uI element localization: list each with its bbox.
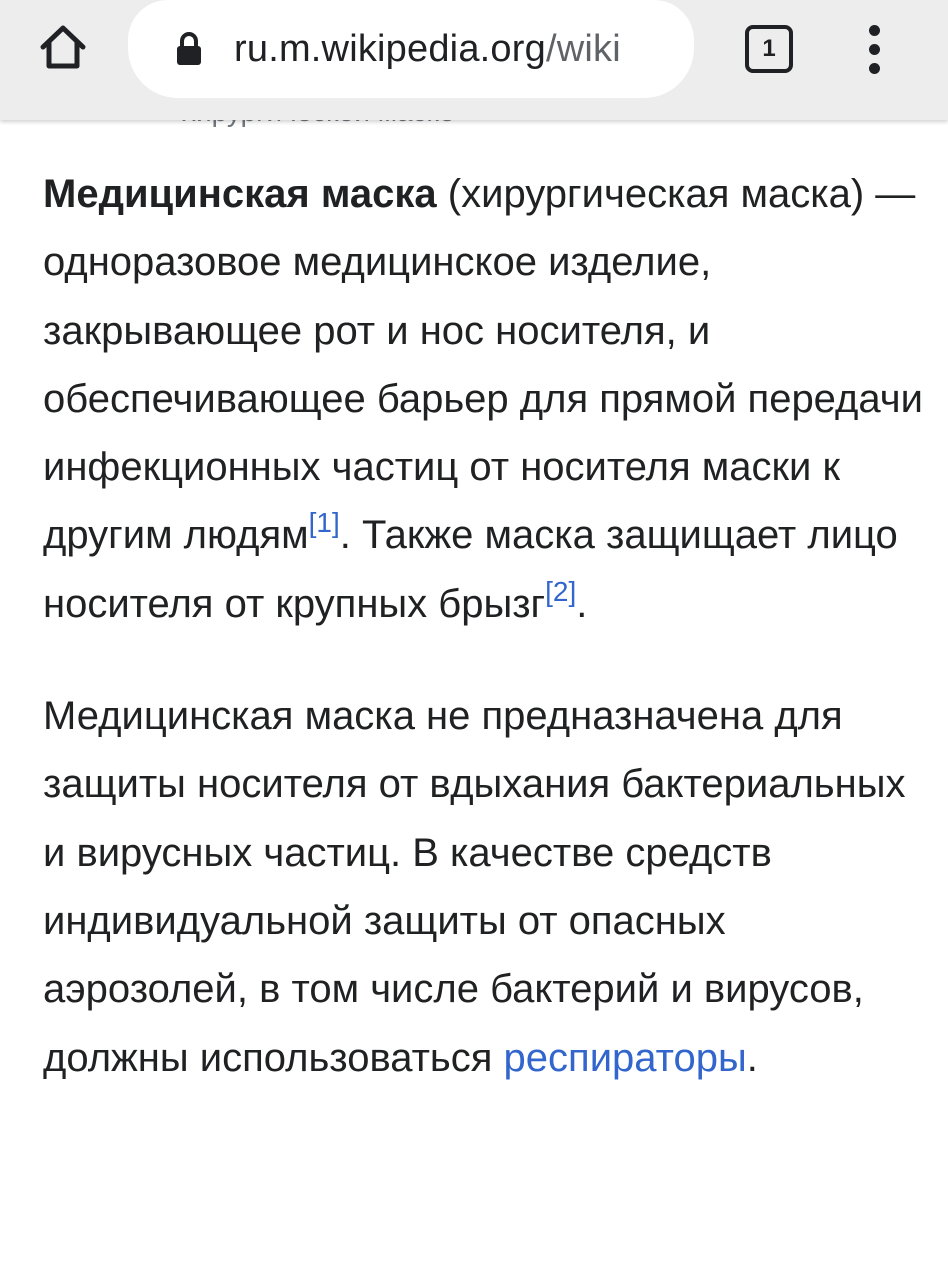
url-text[interactable]: [234, 28, 621, 71]
more-options-button[interactable]: [848, 16, 900, 82]
reference-link-1[interactable]: [1]: [308, 507, 340, 539]
paragraph-2: [43, 682, 923, 1092]
url-path: /wiki: [545, 27, 621, 70]
tab-switcher-button[interactable]: [738, 18, 800, 80]
tab-count-badge: 1: [745, 25, 793, 73]
lock-icon: [172, 29, 206, 69]
menu-dot-icon: [869, 44, 880, 55]
home-button[interactable]: [26, 16, 100, 82]
article-term: Медицинская маска: [43, 172, 437, 216]
reference-link-2[interactable]: [2]: [545, 575, 577, 607]
paragraph-2-text-b: .: [746, 1035, 758, 1080]
menu-dot-icon: [869, 63, 880, 74]
article-content: [43, 160, 923, 1136]
paragraph-1-text-a: (хирургическая маска) — одноразовое медицинское изделие, закрывающее рот и нос носителя, и обеспечивающее барьер для прямой передачи инфекционных частиц от носителя маски к другим людям: [43, 172, 923, 558]
paragraph-2-text-a: Медицинская маска не предназначена для защиты носителя от вдыхания бактериальных и вирусных частиц. В качестве средств индивидуальной защиты от опасных аэрозолей, в том числе бактерий и вирусов, должны использоваться: [43, 694, 906, 1080]
paragraph-1: [43, 160, 923, 638]
menu-dot-icon: [869, 25, 880, 36]
respirators-link[interactable]: респираторы: [503, 1035, 747, 1080]
home-icon: [38, 23, 88, 76]
url-host: ru.m.wikipedia.org: [234, 27, 546, 70]
browser-toolbar: [0, 0, 948, 120]
paragraph-1-text-b: . Также маска защищает лицо носителя от крупных брызг: [43, 513, 898, 626]
address-bar[interactable]: [128, 0, 694, 98]
paragraph-1-text-c: .: [576, 581, 588, 626]
